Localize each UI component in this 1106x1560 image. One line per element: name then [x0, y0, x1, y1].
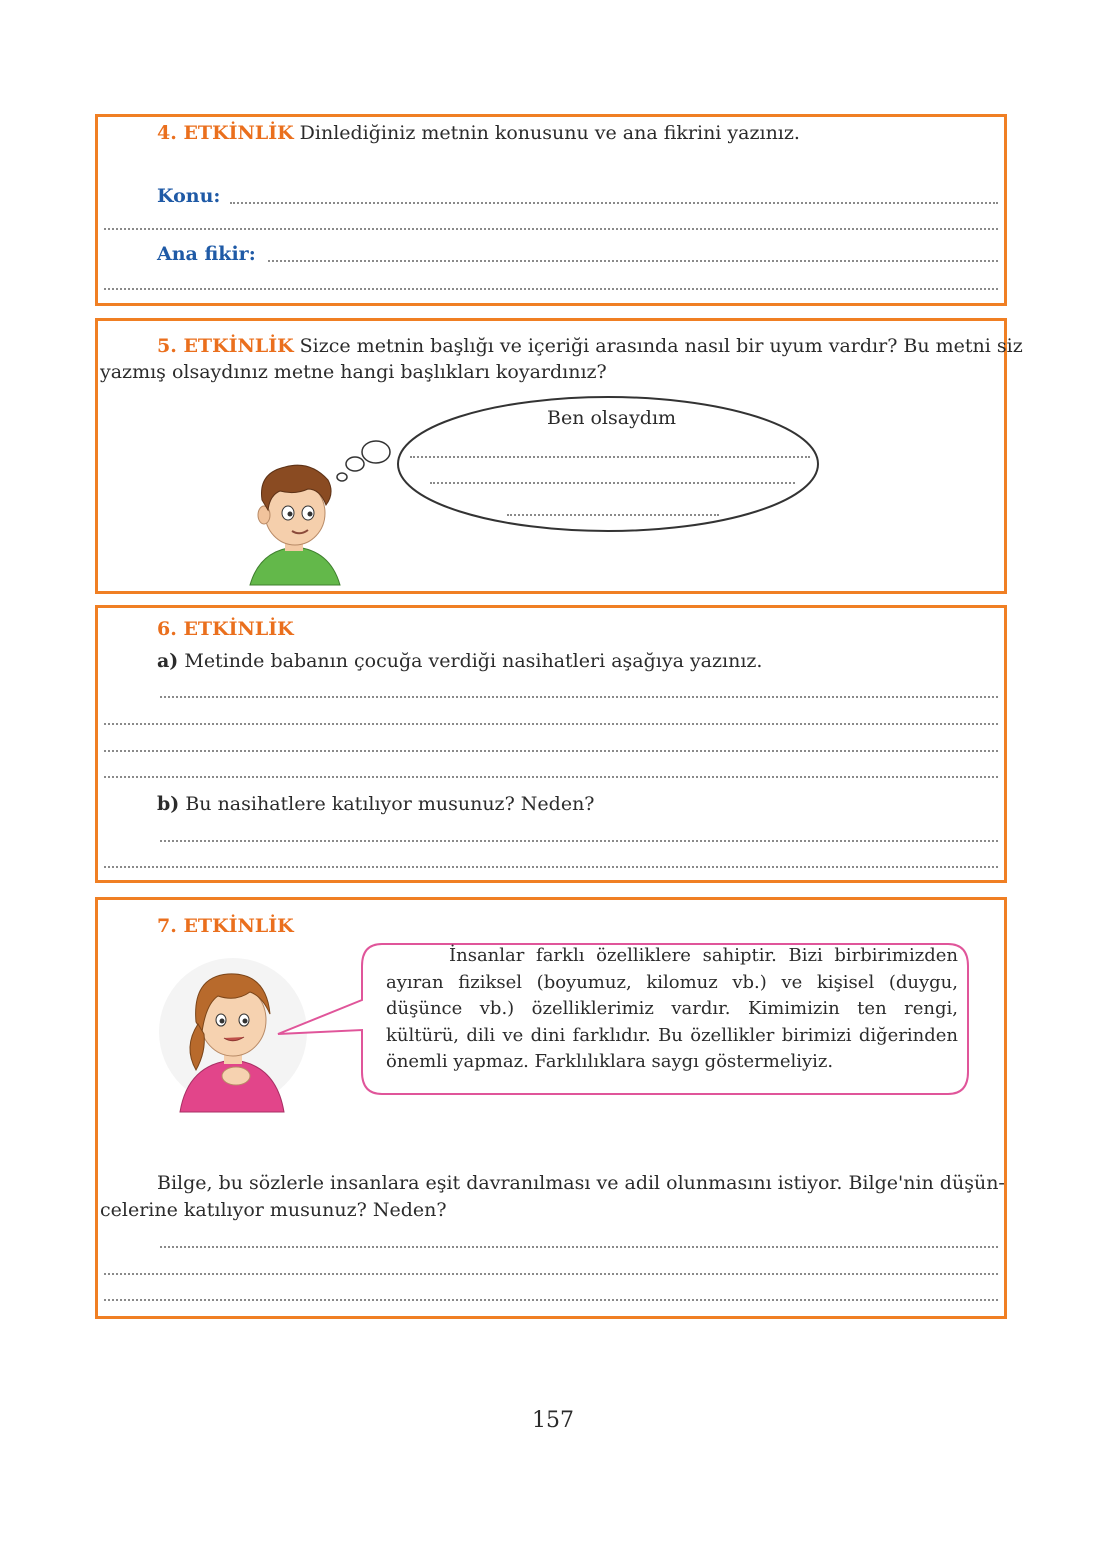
- activity-4-heading: [157, 121, 800, 145]
- topic-answer-line-2[interactable]: [104, 228, 998, 230]
- activity-4-number: 4. ETKİNLİK: [157, 122, 294, 144]
- boy-illustration: [240, 455, 350, 585]
- answer-line-1[interactable]: [160, 1246, 998, 1248]
- main-idea-answer-line[interactable]: [268, 260, 998, 262]
- activity-6-b-text: Bu nasihatlere katılıyor musunuz? Neden?: [185, 793, 595, 815]
- activity-6-a-marker: a): [157, 650, 179, 672]
- page-number: 157: [532, 1408, 574, 1433]
- speech-text: İnsanlar farklı özelliklere sahiptir. Bizi birbirimizden ayıran fiziksel (boyumuz, kilomuz vb.) ve kişisel (duygu, düşünce vb.) özelliklerimiz vardır. Kimimizin ten rengi, kültürü, dili ve dini farklıdır. Bu özellikler birimizi diğerinden önemli yapmaz. Farklılıklara saygı göstermeliyiz.: [386, 945, 958, 1072]
- advice-line-4[interactable]: [104, 776, 998, 778]
- activity-6-number: 6. ETKİNLİK: [157, 618, 294, 640]
- activity-4-prompt: Dinlediğiniz metnin konusunu ve ana fikrini yazınız.: [299, 122, 800, 144]
- bubble-line-1[interactable]: [410, 456, 810, 458]
- activity-5-prompt-line1: Sizce metnin başlığı ve içeriği arasında nasıl bir uyum vardır? Bu metni siz: [299, 335, 1023, 357]
- activity-6-b-marker: b): [157, 793, 180, 815]
- activity-5-number: 5. ETKİNLİK: [157, 335, 294, 357]
- bubble-line-3[interactable]: [507, 514, 719, 516]
- opinion-line-2[interactable]: [104, 866, 998, 868]
- activity-5-prompt-line2: yazmış olsaydınız metne hangi başlıkları koyardınız?: [100, 361, 607, 383]
- activity-6-b: [157, 791, 595, 817]
- topic-label: Konu:: [157, 185, 221, 207]
- main-idea-label: Ana fikir:: [157, 243, 256, 265]
- activity-5-heading: [157, 334, 1023, 358]
- activity-7-question-line1: Bilge, bu sözlerle insanlara eşit davranılması ve adil olunmasını istiyor. Bilge'nin düşün-: [157, 1172, 1005, 1194]
- topic-answer-line[interactable]: [230, 202, 998, 204]
- answer-line-2[interactable]: [104, 1273, 998, 1275]
- thought-bubble-circle-large: [362, 441, 390, 463]
- bubble-line-2[interactable]: [430, 482, 795, 484]
- opinion-line-1[interactable]: [160, 840, 998, 842]
- answer-line-3[interactable]: [104, 1299, 998, 1301]
- advice-line-1[interactable]: [160, 696, 998, 698]
- activity-7-number: 7. ETKİNLİK: [157, 915, 294, 937]
- advice-line-3[interactable]: [104, 750, 998, 752]
- activity-7-question-line2: celerine katılıyor musunuz? Neden?: [100, 1199, 447, 1221]
- activity-6-a: [157, 648, 762, 674]
- advice-line-2[interactable]: [104, 723, 998, 725]
- main-idea-answer-line-2[interactable]: [104, 288, 998, 290]
- activity-6-a-text: Metinde babanın çocuğa verdiği nasihatleri aşağıya yazınız.: [184, 650, 763, 672]
- bubble-title: Ben olsaydım: [547, 407, 677, 429]
